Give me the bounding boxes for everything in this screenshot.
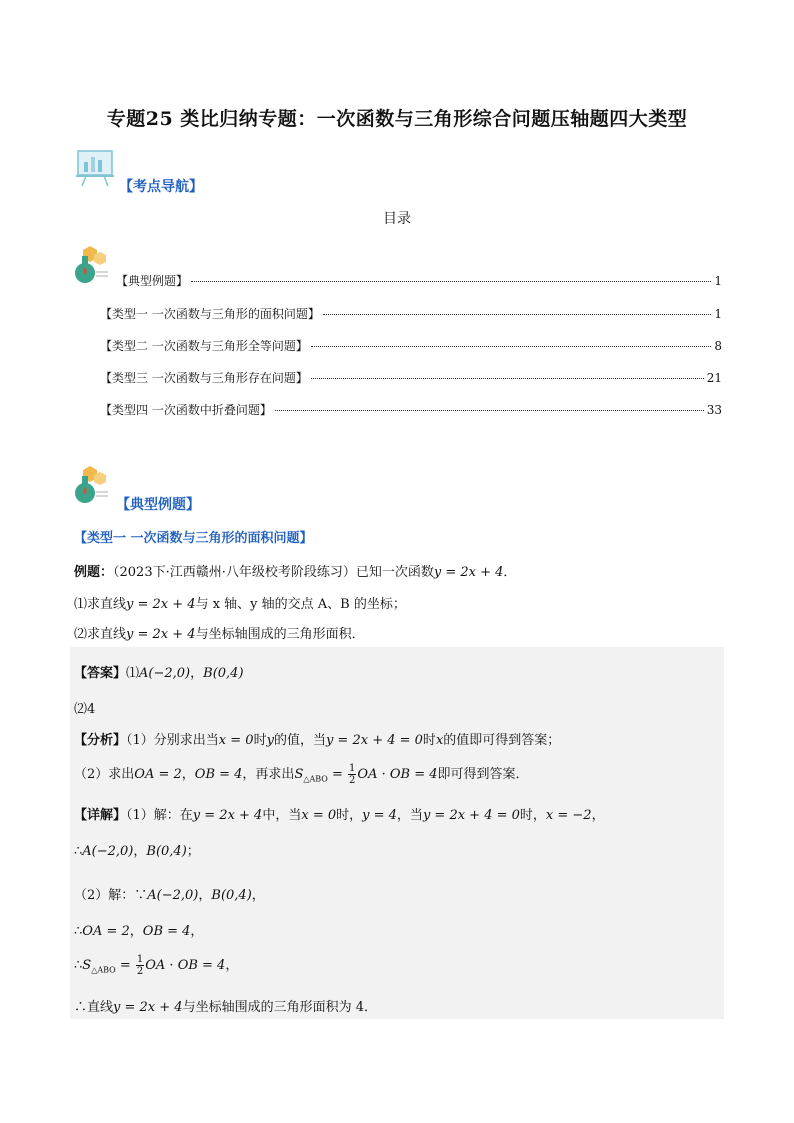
function-expr: y = 2x + 4 xyxy=(192,808,263,823)
toc-page: 1 xyxy=(714,274,722,288)
fraction xyxy=(136,954,144,977)
analysis-text: （2）求出 xyxy=(74,767,135,782)
detail-text: （2）解：∵ xyxy=(74,888,148,903)
function-expr: y = 2x + 4 xyxy=(113,1000,183,1015)
toc-leader xyxy=(323,314,712,315)
nav-heading: 【考点导航】 xyxy=(119,179,203,195)
flask-icon xyxy=(70,244,110,286)
point-b: B(0,4) xyxy=(203,666,244,681)
toc-row[interactable] xyxy=(116,272,722,289)
point-a: A(−2,0) xyxy=(82,844,134,859)
math-expr: = xyxy=(327,767,348,782)
analysis-label: 【分析】 xyxy=(74,733,127,748)
example-source: （2023下·江西赣州·八年级校考阶段练习）已知一次函数 xyxy=(113,565,434,580)
example-line xyxy=(74,561,516,580)
separator: ， xyxy=(181,767,195,782)
area-subscript: △ABO xyxy=(303,774,328,784)
answer-part: ⑴ xyxy=(126,666,140,681)
detail-text: 中，当 xyxy=(262,808,302,823)
detail-text: 与坐标轴围成的三角形面积为 4． xyxy=(182,1000,377,1015)
detail-line-1 xyxy=(74,804,605,823)
question-1 xyxy=(74,593,406,612)
toc-leader xyxy=(311,346,712,347)
math-expr: x xyxy=(435,733,444,748)
therefore-symbol: ∴ xyxy=(74,958,83,973)
point-b: B(0,4) xyxy=(211,888,252,903)
detail-line-4 xyxy=(74,920,203,939)
separator: ， xyxy=(198,888,212,903)
analysis-text: 即可得到答案． xyxy=(437,767,529,782)
math-expr: y = 2x + 4 = 0 xyxy=(325,733,423,748)
toc-leader xyxy=(191,281,711,282)
therefore-symbol: ∴ xyxy=(74,844,83,859)
analysis-line-2 xyxy=(74,763,529,786)
point-b: B(0,4) xyxy=(146,844,187,859)
question-text: ⑴求直线 xyxy=(74,597,127,612)
detail-line-5 xyxy=(74,954,238,977)
separator: ， xyxy=(129,924,143,939)
math-expr: OA · OB = 4 xyxy=(145,958,226,973)
math-expr: OA · OB = 4 xyxy=(357,767,438,782)
math-expr: x = −2 xyxy=(545,808,592,823)
area-subscript: △ABO xyxy=(91,965,116,975)
toc-row[interactable] xyxy=(100,337,722,354)
type-heading: 【类型一 一次函数与三角形的面积问题】 xyxy=(74,531,313,546)
page-title: 专题25 类比归纳专题：一次函数与三角形综合问题压轴题四大类型 xyxy=(106,108,688,130)
math-expr: x = 0 xyxy=(301,808,337,823)
therefore-symbol: ∴ xyxy=(74,924,83,939)
toc-page: 1 xyxy=(714,307,722,321)
toc-label: 【类型二 一次函数与三角形全等问题】 xyxy=(100,339,308,353)
analysis-text: ，再求出 xyxy=(242,767,295,782)
math-expr: OB = 4 xyxy=(194,767,243,782)
fraction xyxy=(348,763,356,786)
toc-label: 【类型四 一次函数中折叠问题】 xyxy=(100,403,272,417)
question-text: 与坐标轴围成的三角形面积． xyxy=(195,627,365,642)
fraction-numerator: 1 xyxy=(136,954,144,965)
analysis-text: 的值即可得到答案； xyxy=(443,733,561,748)
fraction-numerator: 1 xyxy=(349,763,356,774)
separator: ； xyxy=(186,844,200,859)
detail-line-6 xyxy=(74,996,377,1015)
fraction-denominator: 2 xyxy=(136,966,144,977)
separator: ， xyxy=(133,844,147,859)
toc-label: 【典型例题】 xyxy=(116,274,189,288)
math-expr: OB = 4 xyxy=(142,924,191,939)
math-expr: OA = 2 xyxy=(82,924,130,939)
point-a: A(−2,0) xyxy=(147,888,199,903)
answer-label: 【答案】 xyxy=(74,666,127,681)
toc-label: 【类型三 一次函数与三角形存在问题】 xyxy=(100,371,308,385)
math-expr: OA = 2 xyxy=(134,767,182,782)
analysis-line-1 xyxy=(74,729,560,748)
function-expr: y = 2x + 4 xyxy=(433,565,504,580)
toc-page: 33 xyxy=(706,403,722,417)
detail-text: ， xyxy=(591,808,605,823)
toc-row[interactable] xyxy=(100,369,722,386)
toc-row[interactable] xyxy=(100,305,722,322)
fraction-denominator: 2 xyxy=(349,775,356,786)
analysis-text: 时 xyxy=(253,733,267,748)
toc-row[interactable] xyxy=(100,401,722,418)
analysis-text: （1）分别求出当 xyxy=(126,733,219,748)
separator: ， xyxy=(251,888,265,903)
math-expr: y = 2x + 4 = 0 xyxy=(422,808,520,823)
math-expr: x = 0 xyxy=(218,733,254,748)
toc-leader xyxy=(311,378,704,379)
point-a: A(−2,0) xyxy=(139,666,191,681)
detail-line-3 xyxy=(74,884,265,903)
analysis-text: 时 xyxy=(422,733,436,748)
function-expr: y = 2x + 4 xyxy=(126,627,196,642)
flask-icon xyxy=(70,464,110,506)
toc-label: 【类型一 一次函数与三角形的面积问题】 xyxy=(100,307,320,321)
detail-text: ∴直线 xyxy=(74,1000,114,1015)
separator: ， xyxy=(225,958,239,973)
math-expr: y = 4 xyxy=(362,808,397,823)
toc-page: 21 xyxy=(706,371,722,385)
detail-line-2 xyxy=(74,840,200,859)
toc-page: 8 xyxy=(714,339,722,353)
separator: ， xyxy=(190,666,204,681)
question-text: ⑵求直线 xyxy=(74,627,127,642)
question-text: 与 x 轴、y 轴的交点 A、B 的坐标； xyxy=(195,597,406,612)
detail-text: 时， xyxy=(336,808,363,823)
example-label: 例题： xyxy=(74,565,114,580)
question-2 xyxy=(74,623,365,642)
separator: ， xyxy=(190,924,204,939)
math-expr: y xyxy=(266,733,274,748)
section-heading: 【典型例题】 xyxy=(116,497,200,513)
detail-label: 【详解】 xyxy=(74,808,127,823)
example-period: ． xyxy=(503,565,517,580)
presentation-board-icon xyxy=(74,148,118,188)
detail-text: ，当 xyxy=(396,808,423,823)
answer-part-2: ⑵4 xyxy=(74,702,96,717)
answer-line xyxy=(74,662,244,681)
function-expr: y = 2x + 4 xyxy=(126,597,196,612)
area-symbol: S xyxy=(294,767,304,782)
toc-heading: 目录 xyxy=(383,211,411,227)
math-expr: = xyxy=(115,958,135,973)
area-symbol: S xyxy=(82,958,92,973)
detail-text: 时， xyxy=(519,808,546,823)
toc-leader xyxy=(275,410,704,411)
analysis-text: 的值，当 xyxy=(273,733,326,748)
detail-text: （1）解：在 xyxy=(126,808,193,823)
